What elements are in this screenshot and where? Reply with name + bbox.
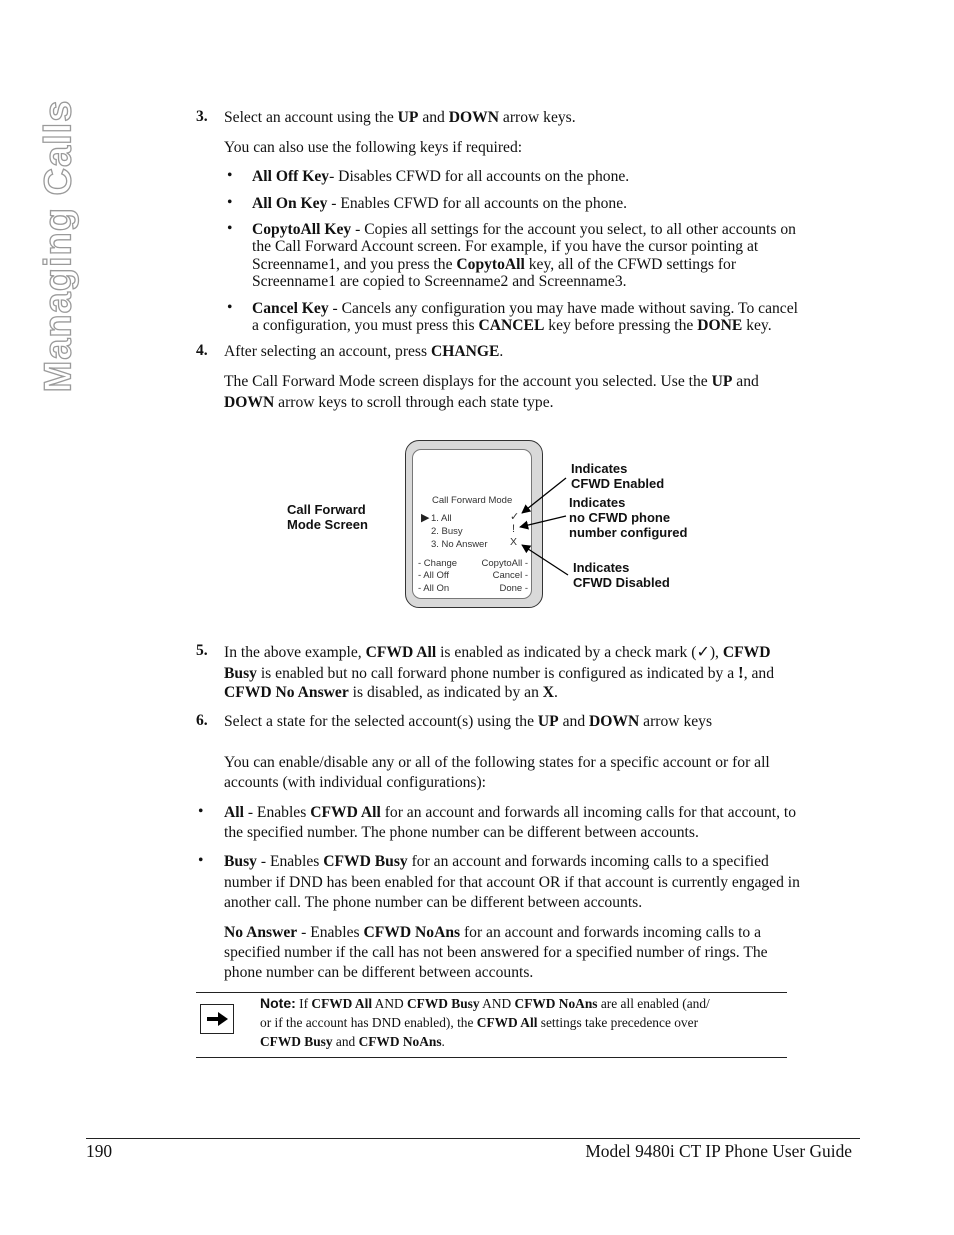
text: AND: [479, 996, 515, 1011]
text: Screenname1, and you press the: [252, 256, 457, 273]
bullet: •: [227, 299, 233, 316]
annotation-line: CFWD Disabled: [573, 575, 670, 590]
key-name: CopytoAll Key: [252, 221, 352, 238]
key-up: UP: [711, 373, 733, 390]
annotation-line: Indicates: [569, 495, 626, 510]
text: Select a state for the selected account(s) using the: [224, 713, 538, 730]
footer-rule: [86, 1138, 860, 1139]
note-line: [260, 994, 788, 1013]
annotation-line: Indicates: [573, 560, 630, 575]
text: - Enables: [243, 804, 311, 821]
term: X: [542, 684, 555, 701]
state-name: All: [224, 804, 244, 821]
text: - Enables: [297, 924, 364, 941]
text: arrow keys.: [499, 109, 576, 126]
text: Select an account using the: [224, 109, 398, 126]
cursor-arrow-icon: ▶: [421, 512, 430, 524]
step-6-number: 6.: [196, 712, 208, 729]
text: arrow keys to scroll through each state type.: [274, 394, 554, 411]
text: is enabled but no call forward phone number is configured as indicated by a: [256, 665, 739, 682]
annotation-line: Indicates: [571, 461, 628, 476]
text: and: [418, 109, 449, 126]
screen-title: Call Forward Mode: [432, 495, 513, 506]
caption-line: Call Forward: [287, 502, 366, 517]
arrow-enabled: [522, 478, 566, 513]
softkey-change: - Change: [418, 558, 458, 569]
softkey-all-off: - All Off: [418, 570, 449, 581]
text: , and: [743, 665, 775, 682]
annotation-line: no CFWD phone: [569, 510, 671, 525]
term: CFWD All: [365, 644, 437, 661]
step-6-paragraph-line: accounts (with individual configurations):: [224, 774, 487, 791]
term: CFWD NoAns: [514, 996, 598, 1011]
text: After selecting an account, press: [224, 343, 431, 360]
text: ),: [709, 644, 723, 661]
text: a configuration, you must press this: [252, 317, 479, 334]
note-label: Note:: [260, 995, 296, 1011]
step-5-line: [224, 664, 774, 682]
softkey-done: Done -: [499, 583, 528, 594]
key-down: DOWN: [224, 394, 275, 411]
term: CFWD NoAns: [358, 1034, 442, 1049]
term: Busy: [224, 665, 257, 682]
text: is disabled, as indicated by an: [348, 684, 543, 701]
state-all: [224, 804, 796, 821]
text: .: [554, 684, 558, 701]
state-no-answer: [224, 924, 761, 941]
note-arrow-icon: [200, 1004, 234, 1034]
caption-line: Mode Screen: [287, 517, 368, 532]
term: CFWD Busy: [407, 996, 480, 1011]
step-4-number: 4.: [196, 342, 208, 359]
key-name: All Off Key: [252, 168, 330, 185]
text: AND: [372, 996, 408, 1011]
arrow-right-icon: [201, 1005, 233, 1033]
text: for an account and forwards incoming calls to a specified: [407, 853, 769, 870]
bullet: •: [198, 852, 204, 869]
state-no-answer-line: specified number if the call has not been answered for a specified number of rings. The: [224, 944, 768, 961]
bullet: •: [198, 803, 204, 820]
key-change: CHANGE: [430, 343, 500, 360]
key-name: CopytoAll: [456, 256, 525, 273]
step-5-number: 5.: [196, 642, 208, 659]
key-name: DONE: [697, 317, 743, 334]
term: CFWD All: [311, 996, 373, 1011]
term: CFWD Busy: [260, 1034, 333, 1049]
state-all-line: the specified number. The phone number can be different between accounts.: [224, 824, 699, 841]
state-busy-line: another call. The phone number can be different between accounts.: [224, 894, 643, 911]
x-mark-icon: X: [510, 536, 518, 548]
state-no-answer-line: phone number can be different between accounts.: [224, 964, 534, 981]
screen-item-busy: 2. Busy: [431, 526, 463, 537]
text: .: [441, 1034, 445, 1049]
text: In the above example,: [224, 644, 366, 661]
text: and: [332, 1034, 359, 1049]
softkey-cancel: Cancel -: [492, 570, 528, 581]
annotation-line: number configured: [569, 525, 688, 540]
list-item-copytoall-line: Screenname1 are copied to Screenname2 and Screenname3.: [252, 273, 627, 290]
key-down: DOWN: [448, 109, 499, 126]
key-name: All On Key: [252, 195, 328, 212]
state-name: No Answer: [224, 924, 298, 941]
note-line: [260, 1013, 788, 1032]
step-5-line: [224, 643, 771, 661]
text: for an account and forwards all incoming calls for that account, to: [380, 804, 797, 821]
text: arrow keys: [639, 713, 713, 730]
page-number: 190: [86, 1141, 113, 1161]
step-3-number: 3.: [196, 108, 208, 125]
text: - Copies all settings for the account you select, to all other accounts on: [351, 221, 796, 238]
text: is enabled as indicated by a check mark (: [436, 644, 697, 661]
key-name: Cancel Key: [252, 300, 329, 317]
term: CFWD No Answer: [224, 684, 349, 701]
bullet: •: [227, 220, 233, 237]
text: key before pressing the: [544, 317, 698, 334]
text: - Enables: [256, 853, 324, 870]
key-name: CANCEL: [478, 317, 545, 334]
state-name: Busy: [224, 853, 257, 870]
state-busy: [224, 853, 769, 870]
state-busy-line: number if DND has been enabled for that account OR if that account is currently engaged in: [224, 874, 800, 891]
term: CFWD All: [310, 804, 381, 821]
step-6-text: [224, 713, 712, 730]
annotation-no-number: [569, 495, 687, 540]
annotation-line: CFWD Enabled: [571, 476, 665, 491]
bullet: •: [227, 167, 233, 184]
term: CFWD NoAns: [363, 924, 461, 941]
step-3-intro: You can also use the following keys if required:: [224, 139, 523, 156]
term: CFWD Busy: [323, 853, 408, 870]
screen-item-no-answer: 3. No Answer: [431, 539, 488, 550]
text: The Call Forward Mode screen displays for the account you selected. Use the: [224, 373, 712, 390]
text: settings take precedence over: [537, 1015, 699, 1030]
exclamation-icon: !: [738, 663, 744, 682]
key-desc: - Enables CFWD for all accounts on the phone.: [327, 195, 628, 212]
step-6-paragraph: You can enable/disable any or all of the following states for a specific account or for all: [224, 754, 770, 771]
text: - Cancels any configuration you may have made without saving. To cancel: [328, 300, 798, 317]
exclamation-icon: !: [512, 523, 516, 535]
text: for an account and forwards incoming calls to a: [460, 924, 762, 941]
annotation-cfwd-disabled: [573, 560, 670, 590]
softkey-copytoall: CopytoAll -: [481, 558, 528, 569]
text: If: [295, 996, 312, 1011]
check-mark-icon: ✓: [510, 511, 520, 523]
text: key, all of the CFWD settings for: [524, 256, 737, 273]
key-desc: - Disables CFWD for all accounts on the phone.: [329, 168, 630, 185]
screen-item-all: 1. All: [431, 513, 452, 524]
key-up: UP: [397, 109, 419, 126]
section-title-text: Managing Calls: [37, 99, 80, 393]
guide-title: Model 9480i CT IP Phone User Guide: [585, 1141, 852, 1161]
note-text: [260, 994, 788, 1051]
text: and: [732, 373, 759, 390]
term: CFWD All: [476, 1015, 538, 1030]
key-up: UP: [537, 713, 559, 730]
bullet: •: [227, 194, 233, 211]
note-line: [260, 1032, 788, 1051]
step-5-line: [224, 684, 558, 701]
term: CFWD: [722, 644, 771, 661]
arrow-no-number: [520, 516, 566, 527]
list-item-copytoall-line: the Call Forward Account screen. For example, if you have the cursor pointing at: [252, 238, 759, 255]
key-down: DOWN: [589, 713, 640, 730]
text: .: [499, 343, 504, 360]
text: or if the account has DND enabled), the: [260, 1015, 477, 1030]
softkey-all-on: - All On: [418, 583, 450, 594]
check-mark-icon: ✓: [696, 642, 710, 661]
annotation-cfwd-enabled: [571, 461, 664, 491]
text: are all enabled (and/: [597, 996, 710, 1011]
text: key.: [742, 317, 772, 334]
text: and: [558, 713, 590, 730]
arrow-disabled: [522, 545, 568, 575]
